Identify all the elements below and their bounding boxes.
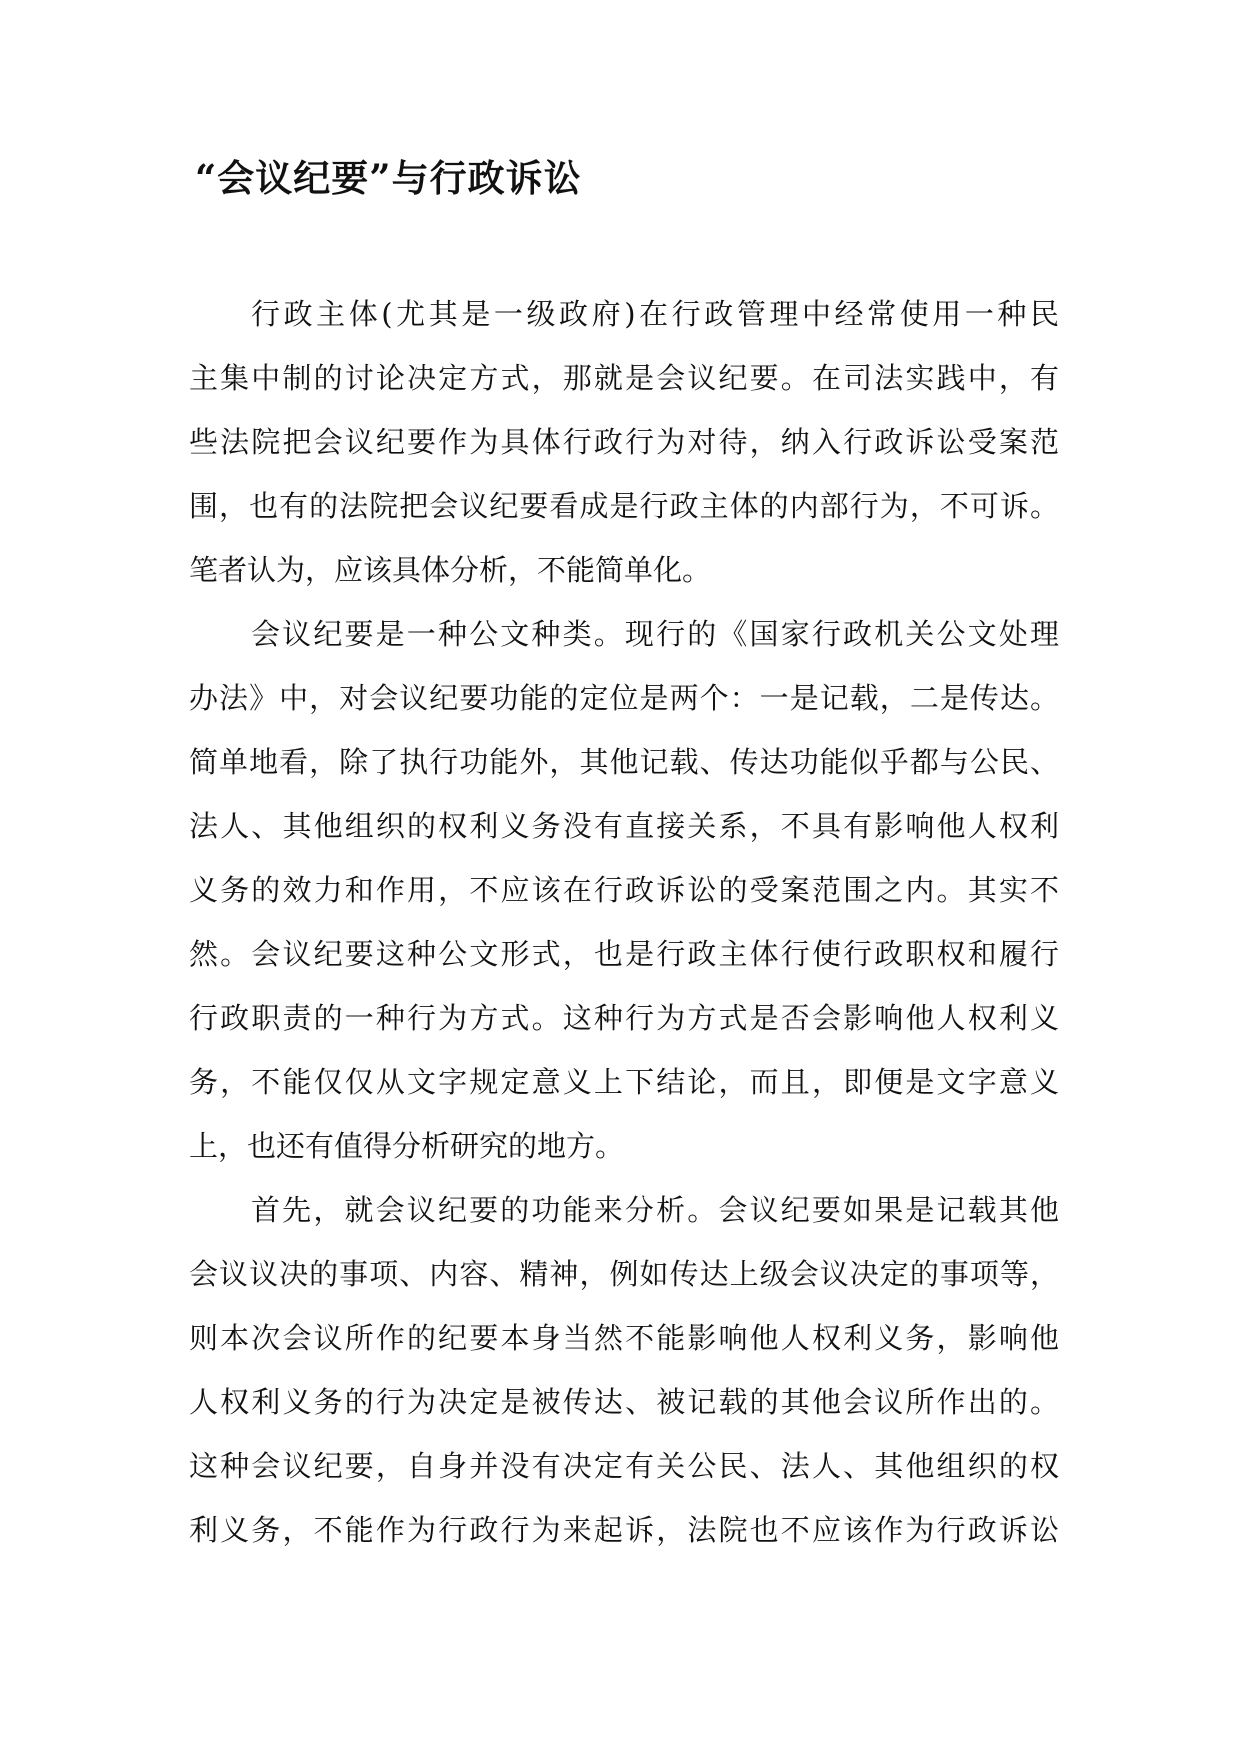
body-line: 上，也还有值得分析研究的地方。 xyxy=(189,1129,625,1163)
body-line: 办法》中，对会议纪要功能的定位是两个：一是记载，二是传达。 xyxy=(189,681,1059,715)
body-line: 这种会议纪要，自身并没有决定有关公民、法人、其他组织的权 xyxy=(189,1449,1059,1483)
body-line: 然。会议纪要这种公文形式，也是行政主体行使行政职权和履行 xyxy=(189,937,1059,971)
body-line: 则本次会议所作的纪要本身当然不能影响他人权利义务，影响他 xyxy=(189,1321,1059,1355)
body-line: 利义务，不能作为行政行为来起诉，法院也不应该作为行政诉讼 xyxy=(189,1513,1059,1547)
body-line: 主集中制的讨论决定方式，那就是会议纪要。在司法实践中，有 xyxy=(189,361,1059,395)
body-line: 些法院把会议纪要作为具体行政行为对待，纳入行政诉讼受案范 xyxy=(189,425,1059,459)
body-line: 法人、其他组织的权利义务没有直接关系，不具有影响他人权利 xyxy=(189,809,1059,843)
document-title: “会议纪要”与行政诉讼 xyxy=(195,156,582,200)
body-line: 人权利义务的行为决定是被传达、被记载的其他会议所作出的。 xyxy=(189,1385,1059,1419)
body-line: 会议议决的事项、内容、精神，例如传达上级会议决定的事项等， xyxy=(189,1257,1059,1291)
body-line: 行政职责的一种行为方式。这种行为方式是否会影响他人权利义 xyxy=(189,1001,1059,1035)
document-body xyxy=(189,290,1059,1570)
body-line: 义务的效力和作用，不应该在行政诉讼的受案范围之内。其实不 xyxy=(189,873,1059,907)
body-line: 会议纪要是一种公文种类。现行的《国家行政机关公文处理 xyxy=(251,617,1059,651)
body-line: 围，也有的法院把会议纪要看成是行政主体的内部行为，不可诉。 xyxy=(189,489,1059,523)
body-line: 笔者认为，应该具体分析，不能简单化。 xyxy=(189,553,712,587)
body-line: 首先，就会议纪要的功能来分析。会议纪要如果是记载其他 xyxy=(251,1193,1059,1227)
body-line: 行政主体(尤其是一级政府)在行政管理中经常使用一种民 xyxy=(251,297,1059,331)
body-line: 务，不能仅仅从文字规定意义上下结论，而且，即便是文字意义 xyxy=(189,1065,1059,1099)
body-line: 简单地看，除了执行功能外，其他记载、传达功能似乎都与公民、 xyxy=(189,745,1059,779)
